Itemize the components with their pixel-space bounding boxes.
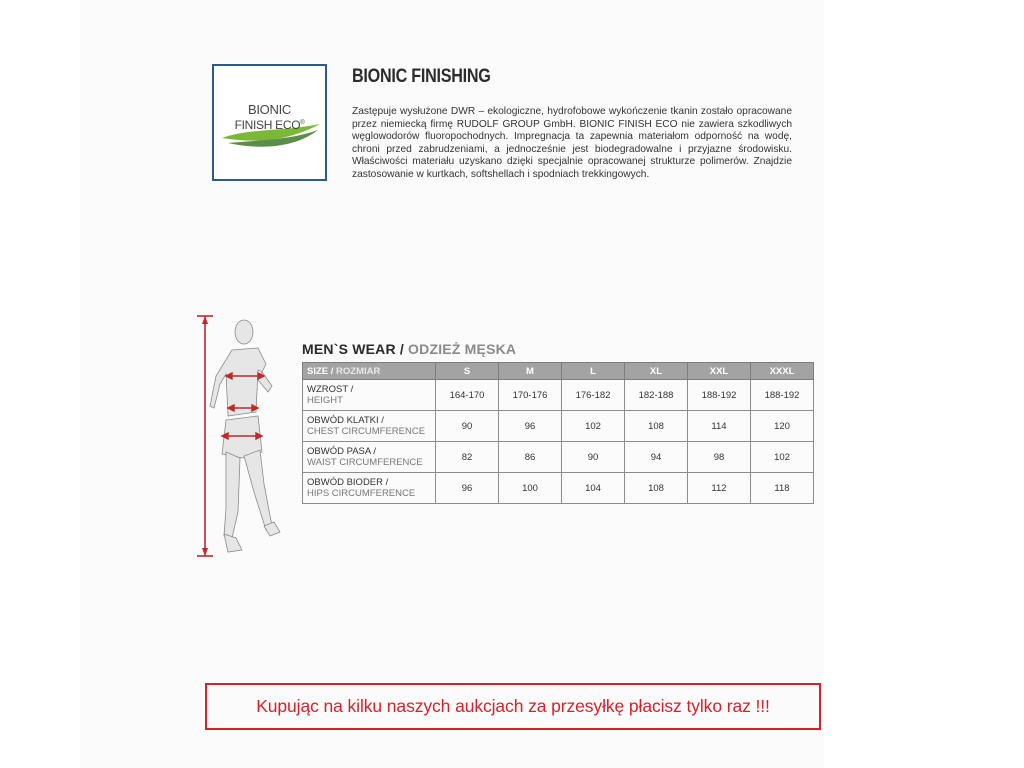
runner-measurement-figure	[192, 312, 292, 560]
table-cell: 112	[688, 473, 751, 504]
size-col-xxxl: XXXL	[751, 363, 814, 380]
shipping-notice: Kupując na kilku naszych aukcjach za przesyłkę płacisz tylko raz !!!	[205, 683, 821, 730]
table-cell: 108	[625, 473, 688, 504]
table-row	[303, 411, 814, 442]
table-cell: 90	[436, 411, 499, 442]
table-cell: 188-192	[688, 380, 751, 411]
bionic-finishing-title: BIONIC FINISHING	[352, 66, 491, 87]
logo-line-2: FINISH ECO®	[234, 118, 305, 132]
table-cell: 102	[751, 442, 814, 473]
row-label-chest: OBWÓD KLATKI / CHEST CIRCUMFERENCE	[303, 411, 436, 442]
table-row	[303, 380, 814, 411]
table-cell: 100	[499, 473, 562, 504]
table-cell: 82	[436, 442, 499, 473]
bionic-finish-eco-logo	[212, 64, 327, 181]
table-cell: 120	[751, 411, 814, 442]
size-col-s: S	[436, 363, 499, 380]
row-label-hips: OBWÓD BIODER / HIPS CIRCUMFERENCE	[303, 473, 436, 504]
table-cell: 102	[562, 411, 625, 442]
size-col-xl: XL	[625, 363, 688, 380]
size-chart-title: MEN`S WEAR / ODZIEŻ MĘSKA	[302, 341, 517, 357]
table-cell: 90	[562, 442, 625, 473]
table-cell: 96	[436, 473, 499, 504]
table-cell: 104	[562, 473, 625, 504]
table-row	[303, 473, 814, 504]
table-row	[303, 442, 814, 473]
table-cell: 170-176	[499, 380, 562, 411]
size-col-m: M	[499, 363, 562, 380]
table-cell: 182-188	[625, 380, 688, 411]
size-col-l: L	[562, 363, 625, 380]
table-cell: 108	[625, 411, 688, 442]
bionic-finishing-description: Zastępuje wysłużone DWR – ekologiczne, hydrofobowe wykończenie tkanin zostało opracowane przez niemiecką firmę RUDOLF GROUP GmbH. BIONIC FINISH ECO nie zawiera szkodliwych węglowodorów fluoropochodnych. Impregnacja ta zapewnia materiałom odporność na wodę, chroni przed zabrudzeniami, a jednocześnie jest biodegradowalne i przyjazne środowisku. Właściwości materiału uzyskano dzięki specjalnie opracowanej strukturze polimerów. Znajdzie zastosowanie w kurtkach, softshellach i spodniach trekkingowych.	[352, 106, 792, 180]
row-label-waist: OBWÓD PASA / WAIST CIRCUMFERENCE	[303, 442, 436, 473]
table-cell: 164-170	[436, 380, 499, 411]
size-header-row	[303, 363, 814, 380]
table-cell: 114	[688, 411, 751, 442]
size-chart-table	[302, 362, 814, 504]
table-cell: 188-192	[751, 380, 814, 411]
size-header-label: SIZE / ROZMIAR	[303, 363, 436, 380]
row-label-height: WZROST / HEIGHT	[303, 380, 436, 411]
table-cell: 86	[499, 442, 562, 473]
table-cell: 94	[625, 442, 688, 473]
size-col-xxl: XXL	[688, 363, 751, 380]
logo-line-1: BIONIC	[248, 102, 291, 117]
table-cell: 118	[751, 473, 814, 504]
table-cell: 96	[499, 411, 562, 442]
table-cell: 98	[688, 442, 751, 473]
table-cell: 176-182	[562, 380, 625, 411]
